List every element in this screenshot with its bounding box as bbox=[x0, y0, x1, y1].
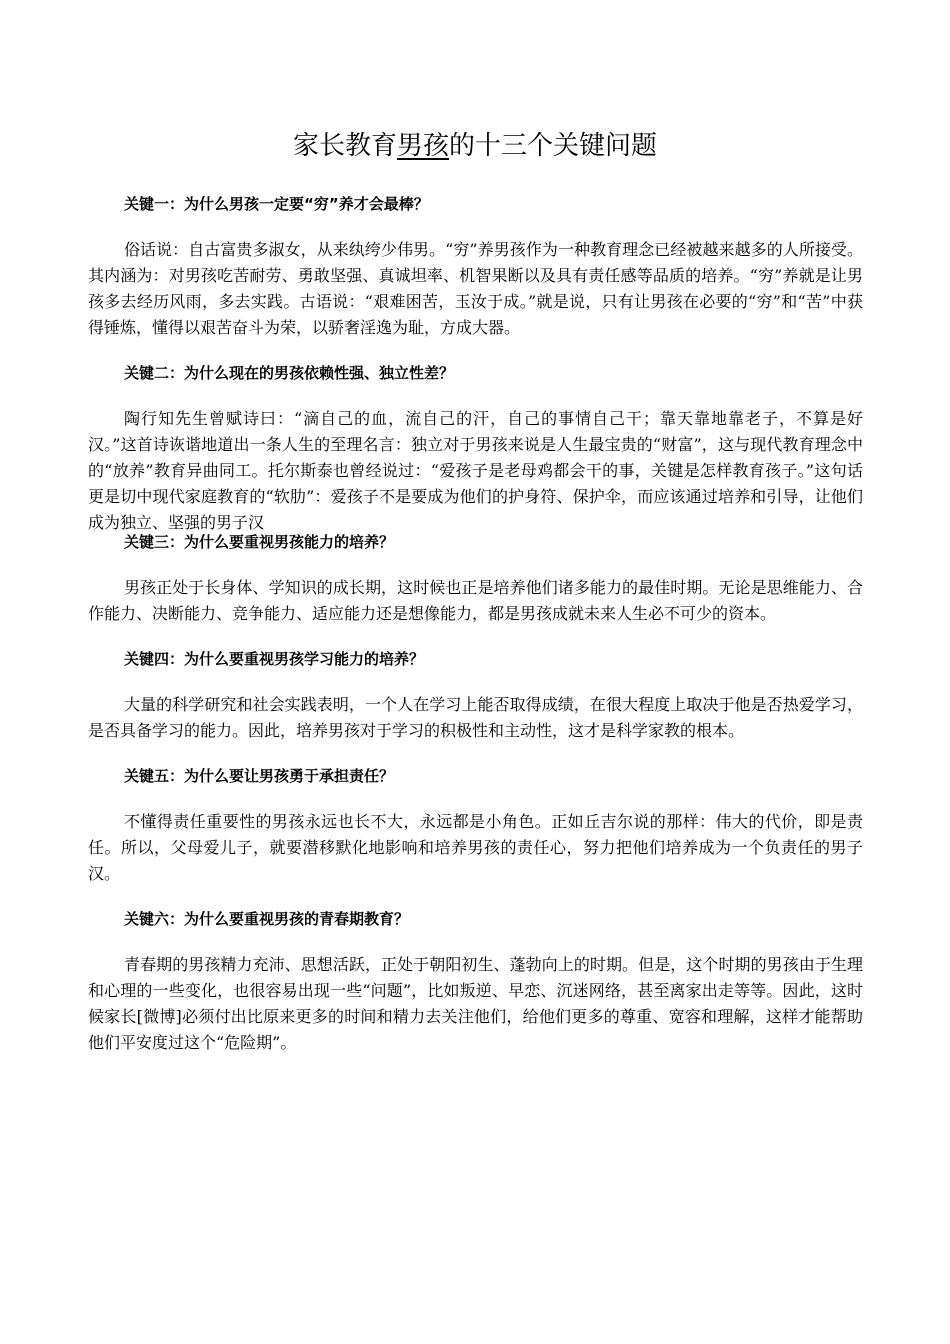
title-part-1: 家长教育 bbox=[292, 131, 397, 161]
title-part-3: 的十三个关键问题 bbox=[449, 131, 658, 161]
section-paragraph-1: 俗话说：自古富贵多淑女，从来纨绔少伟男。“穷”养男孩作为一种教育理念已经被越来越多的人所接受。其内涵为：对男孩吃苦耐劳、勇敢坚强、真诚坦率、机智果断以及具有责任感等品质的培养。“穷”养就是让男孩多去经历风雨，多去实践。古语说：“艰难困苦，玉汝于成。”就是说，只有让男孩在必要的“穷”和“苦”中获得锤炼，懂得以艰苦奋斗为荣，以骄奢淫逸为耻，方成大器。 bbox=[88, 240, 863, 337]
section-paragraph-6: 青春期的男孩精力充沛、思想活跃，正处于朝阳初生、蓬勃向上的时期。但是，这个时期的男孩由于生理和心理的一些变化，也很容易出现一些“问题”，比如叛逆、早恋、沉迷网络，甚至离家出走等等。因此，这时候家长[微博]必须付出比原来更多的时间和精力去关注他们，给他们更多的尊重、宽容和理解，这样才能帮助他们平安度过这个“危险期”。 bbox=[88, 955, 863, 1052]
section-heading-6: 关键六：为什么要重视男孩的青春期教育？ bbox=[124, 910, 410, 928]
document-body bbox=[88, 192, 863, 1076]
section-paragraph-5: 不懂得责任重要性的男孩永远也长不大，永远都是小角色。正如丘吉尔说的那样：伟大的代价，即是责任。所以，父母爱儿子，就要潜移默化地影响和培养男孩的责任心，努力把他们培养成为一个负责任的男子汉。 bbox=[88, 812, 863, 883]
section-heading-5: 关键五：为什么要让男孩勇于承担责任？ bbox=[124, 767, 395, 785]
section-heading-2: 关键二：为什么现在的男孩依赖性强、独立性差？ bbox=[124, 364, 455, 382]
document-title bbox=[0, 126, 950, 166]
section-paragraph-3: 男孩正处于长身体、学知识的成长期，这时候也正是培养他们诸多能力的最佳时期。无论是思维能力、合作能力、决断能力、竞争能力、适应能力还是想像能力，都是男孩成就未来人生必不可少的资本。 bbox=[88, 578, 863, 623]
section-heading-1: 关键一：为什么男孩一定要“穷”养才会最棒？ bbox=[124, 195, 429, 213]
section-heading-4: 关键四：为什么要重视男孩学习能力的培养？ bbox=[124, 650, 425, 668]
title-part-underlined: 男孩 bbox=[396, 131, 449, 161]
section-heading-3: 关键三：为什么要重视男孩能力的培养？ bbox=[124, 533, 395, 551]
section-paragraph-2: 陶行知先生曾赋诗曰：“滴自己的血，流自己的汗，自己的事情自己干；靠天靠地靠老子，不算是好汉。”这首诗诙谐地道出一条人生的至理名言：独立对于男孩来说是人生最宝贵的“财富”，这与现代教育理念中的“放养”教育异曲同工。托尔斯泰也曾经说过：“爱孩子是老母鸡都会干的事，关键是怎样教育孩子。”这句话更是切中现代家庭教育的“软肋”：爱孩子不是要成为他们的护身符、保护伞，而应该通过培养和引导，让他们成为独立、坚强的男子汉 bbox=[88, 409, 863, 532]
section-paragraph-4: 大量的科学研究和社会实践表明，一个人在学习上能否取得成绩，在很大程度上取决于他是否热爱学习，是否具备学习的能力。因此，培养男孩对于学习的积极性和主动性，这才是科学家教的根本。 bbox=[88, 695, 863, 740]
